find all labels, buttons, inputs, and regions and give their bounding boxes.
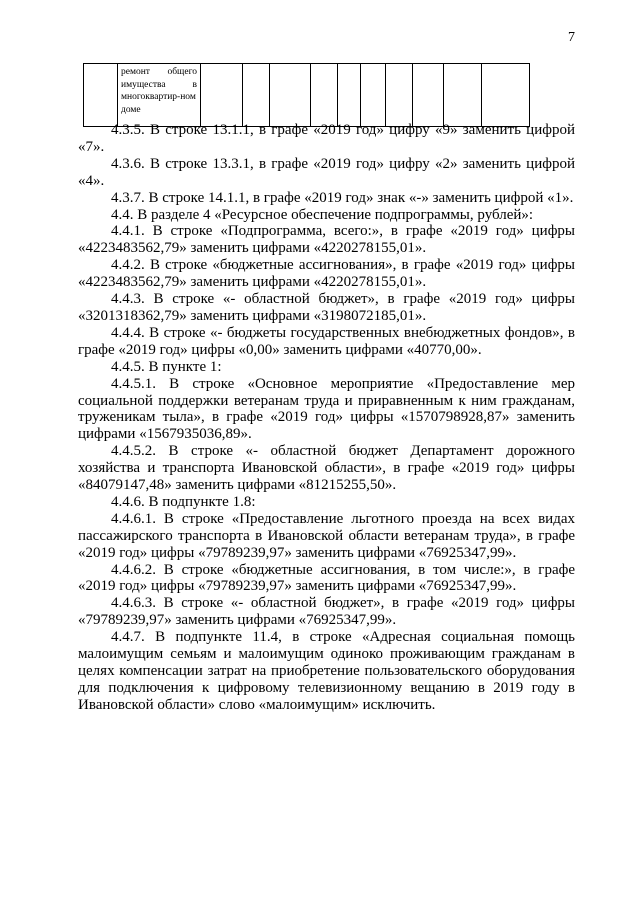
paragraph-4-3-7: 4.3.7. В строке 14.1.1, в графе «2019 год» знак «-» заменить цифрой «1». (111, 189, 574, 206)
table-cell-empty (311, 64, 338, 127)
table-cell-empty (84, 64, 118, 127)
paragraph-4-4-6-2: 4.4.6.2. В строке «бюджетные ассигнования, в том числе:», в графе «2019 год» цифры «79789239,97» заменить цифрами «76925347,99». (78, 561, 575, 595)
paragraph-4-4-6-1: 4.4.6.1. В строке «Предоставление льготного проезда на всех видах пассажирского транспорта в Ивановской области ветеранам труда», в графе «2019 год» цифры «79789239,97» заменить цифрами «76925347,99». (78, 510, 575, 561)
table-cell-empty (444, 64, 482, 127)
table-cell-empty (386, 64, 413, 127)
paragraph-4-4-4: 4.4.4. В строке «- бюджеты государственных внебюджетных фондов», в графе «2019 год» цифры «0,00» заменить цифрами «40770,00». (78, 324, 575, 358)
paragraph-4-4-3: 4.4.3. В строке «- областной бюджет», в графе «2019 год» цифры «3201318362,79» заменить цифрами «3198072185,01». (78, 291, 575, 324)
document-body (78, 122, 575, 714)
table-cell-description: ремонт общего имущества в многоквартир-ном доме (118, 64, 201, 127)
table-cell-empty (361, 64, 386, 127)
paragraph-4-4-5-1: 4.4.5.1. В строке «Основное мероприятие «Предоставление мер социальной поддержки ветеранам труда и приравненным к ним гражданам, труженикам тыла», в графе «2019 год» цифры «1570798928,87» заменить цифрами «1567935036,89». (78, 375, 575, 443)
paragraph-4-3-5: 4.3.5. В строке 13.1.1, в графе «2019 год» цифру «9» заменить цифрой «7». (78, 122, 575, 155)
table-cell-empty (413, 64, 444, 127)
paragraph-4-4-1: 4.4.1. В строке «Подпрограмма, всего:», в графе «2019 год» цифры «4223483562,79» заменить цифрами «4220278155,01». (78, 223, 575, 257)
paragraph-4-4-6-3: 4.4.6.3. В строке «- областной бюджет», в графе «2019 год» цифры «79789239,97» заменить цифрами «76925347,99». (78, 595, 575, 629)
page-number: 7 (568, 30, 575, 45)
table-cell-empty (243, 64, 270, 127)
paragraph-4-4-7: 4.4.7. В подпункте 11.4, в строке «Адресная социальная помощь малоимущим семьям и малоимущим одиноко проживающим гражданам в целях компенсации затрат на приобретение пользовательского оборудования для подключения к цифровому телевизионному вещанию в 2019 году в Ивановской области» слово «малоимущим» исключить. (78, 629, 575, 713)
paragraph-4-4-5: 4.4.5. В пункте 1: (111, 358, 222, 375)
paragraph-4-4-5-2: 4.4.5.2. В строке «- областной бюджет Департамент дорожного хозяйства и транспорта Ивановской области», в графе «2019 год» цифры «84079147,48» заменить цифрами «81215255,50». (78, 443, 575, 494)
paragraph-4-4-2: 4.4.2. В строке «бюджетные ассигнования», в графе «2019 год» цифры «4223483562,79» заменить цифрами «4220278155,01». (78, 257, 575, 291)
table-cell-empty (201, 64, 243, 127)
table-cell-empty (270, 64, 311, 127)
table-row (84, 64, 530, 127)
table-cell-empty (338, 64, 361, 127)
paragraph-4-3-6: 4.3.6. В строке 13.3.1, в графе «2019 год» цифру «2» заменить цифрой «4». (78, 155, 575, 189)
table-fragment (83, 63, 530, 127)
paragraph-4-4: 4.4. В разделе 4 «Ресурсное обеспечение подпрограммы, рублей»: (111, 206, 534, 223)
table-cell-empty (482, 64, 530, 127)
paragraph-4-4-6: 4.4.6. В подпункте 1.8: (111, 493, 256, 510)
